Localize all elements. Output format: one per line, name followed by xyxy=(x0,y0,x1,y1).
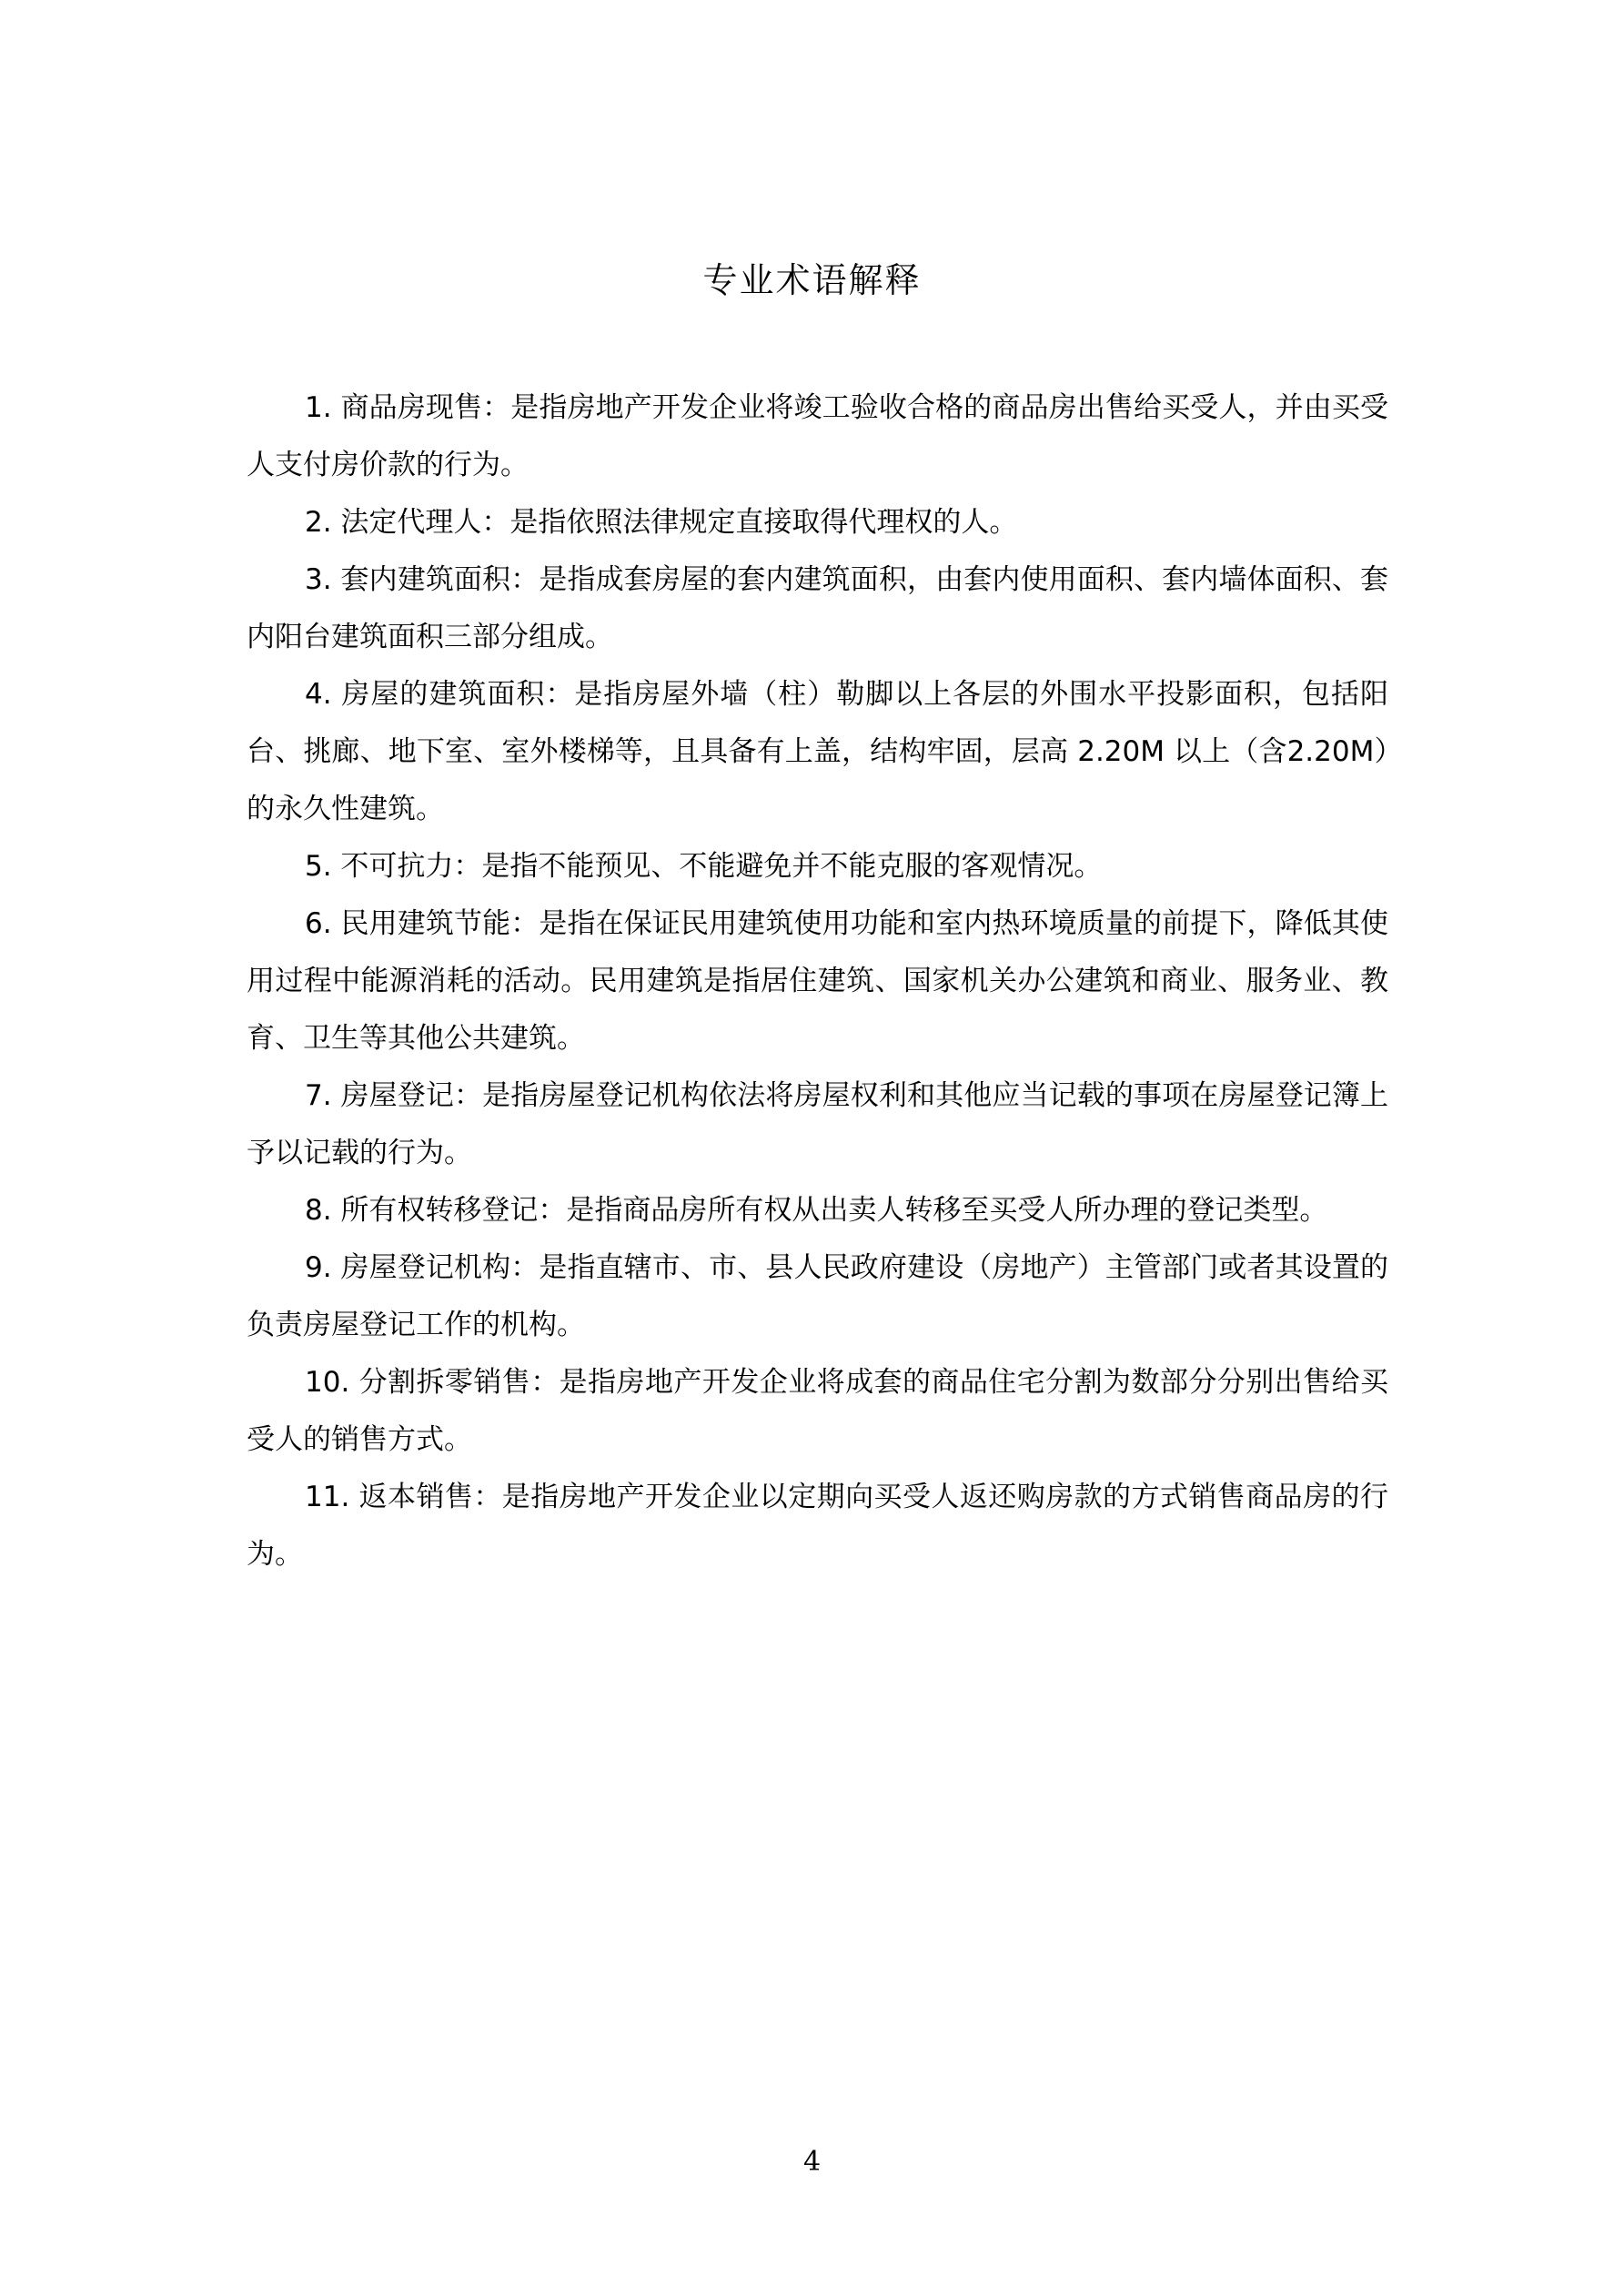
term-item-10: 10. 分割拆零销售：是指房地产开发企业将成套的商品住宅分割为数部分分别出售给买受人的销售方式。 xyxy=(247,1366,1388,1456)
term-item-9: 9. 房屋登记机构：是指直辖市、市、县人民政府建设（房地产）主管部门或者其设置的负责房屋登记工作的机构。 xyxy=(247,1251,1388,1341)
term-item-3: 3. 套内建筑面积：是指成套房屋的套内建筑面积，由套内使用面积、套内墙体面积、套内阳台建筑面积三部分组成。 xyxy=(247,563,1388,653)
term-item-11: 11. 返本销售：是指房地产开发企业以定期向买受人返还购房款的方式销售商品房的行为。 xyxy=(247,1481,1388,1571)
term-item-6: 6. 民用建筑节能：是指在保证民用建筑使用功能和室内热环境质量的前提下，降低其使用过程中能源消耗的活动。民用建筑是指居住建筑、国家机关办公建筑和商业、服务业、教育、卫生等其他公共建筑。 xyxy=(247,907,1388,1055)
term-item-2: 2. 法定代理人：是指依照法律规定直接取得代理权的人。 xyxy=(305,506,1018,539)
term-item-1: 1. 商品房现售：是指房地产开发企业将竣工验收合格的商品房出售给买受人，并由买受人支付房价款的行为。 xyxy=(247,391,1388,481)
term-item-4: 4. 房屋的建筑面积：是指房屋外墙（柱）勒脚以上各层的外围水平投影面积，包括阳台、挑廊、地下室、室外楼梯等，且具备有上盖，结构牢固，层高 2.20M 以上（含2.20M）的永久性建筑。 xyxy=(247,678,1388,825)
term-item-7: 7. 房屋登记：是指房屋登记机构依法将房屋权利和其他应当记载的事项在房屋登记簿上予以记载的行为。 xyxy=(247,1079,1388,1169)
term-item-8: 8. 所有权转移登记：是指商品房所有权从出卖人转移至买受人所办理的登记类型。 xyxy=(305,1194,1328,1227)
terms-list xyxy=(247,379,1388,1583)
page-number: 4 xyxy=(802,2146,822,2178)
term-item-5: 5. 不可抗力：是指不能预见、不能避免并不能克服的客观情况。 xyxy=(305,850,1103,883)
page-title: 专业术语解释 xyxy=(702,260,922,300)
